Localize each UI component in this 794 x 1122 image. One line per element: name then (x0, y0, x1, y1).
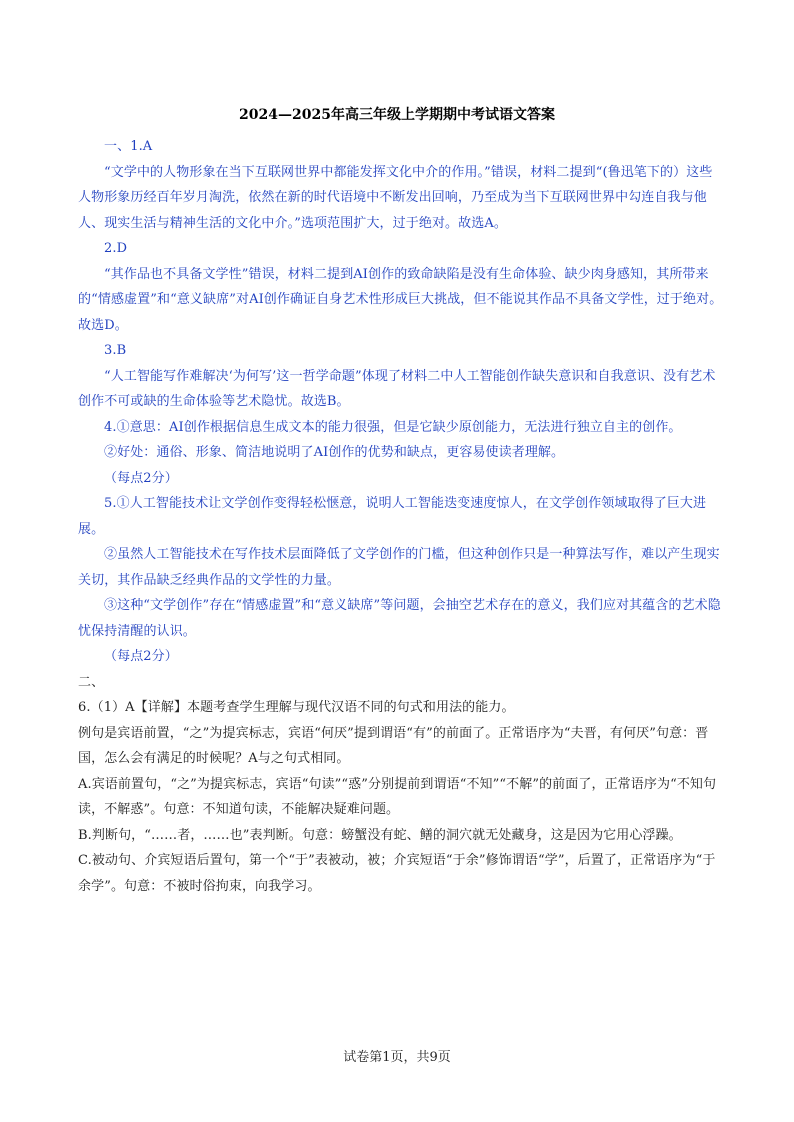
section-two-heading: 二、 (78, 674, 105, 690)
answer-4-scoring: （每点2分） (104, 470, 178, 486)
answer-6-option-b: B.判断句，“……者，……也”表判断。句意：螃蟹没有蛇、鳝的洞穴就无处藏身，这是因为它用心浮躁。 (78, 827, 682, 843)
answer-2: 2.D (104, 241, 128, 256)
answer-3: 3.B (104, 343, 127, 358)
answer-6-option-c: C.被动句、介宾短语后置句，第一个“于”表被动，被；介宾短语“于余”修饰谓语“学”，后置了，正常语序为“于余学”。句意：不被时俗拘束，向我学习。 (78, 853, 716, 894)
answer-5-point-3: ③这种“文学创作”存在“情感虚置”和“意义缺席”等问题，会抽空艺术存在的意义，我们应对其蕴含的艺术隐忧保持清醒的认识。 (78, 598, 721, 639)
section-one-answer-1: 一、1.A (104, 139, 153, 154)
answer-content (78, 134, 724, 899)
answer-5-point-1: 5.①人工智能技术让文学创作变得轻松惬意，说明人工智能迭变速度惊人，在文学创作领域取得了巨大进展。 (78, 496, 707, 537)
answer-6-example: 例句是宾语前置，“之”为提宾标志，宾语“何厌”提到谓语“有”的前面了。正常语序为“夫晋，有何厌”句意：晋国，怎么会有满足的时候呢？A与之句式相同。 (78, 725, 709, 766)
answer-4-point-2: ②好处：通俗、形象、简洁地说明了AI创作的优势和缺点，更容易使读者理解。 (104, 445, 565, 460)
answer-4-point-1: 4.①意思：AI创作根据信息生成文本的能力很强，但是它缺少原创能力，无法进行独立自主的创作。 (104, 419, 682, 435)
answer-5-scoring: （每点2分） (104, 649, 178, 664)
document-title: 2024—2025年高三年级上学期期中考试语文答案 (239, 107, 555, 123)
answer-6-1: 6.（1）A【详解】本题考查学生理解与现代汉语不同的句式和用法的能力。 (78, 700, 515, 715)
answer-2-explanation: “其作品也不具备文学性”错误，材料二提到AI创作的致命缺陷是没有生命体验、缺少肉身感知，其所带来的“情感虚置”和“意义缺席”对AI创作确证自身艺术性形成巨大挑战，但不能说其作品不具备文学性，过于绝对。故选D。 (78, 266, 723, 333)
page-footer: 试卷第1页，共9页 (343, 1050, 451, 1065)
answer-1-explanation: “文学中的人物形象在当下互联网世界中都能发挥文化中介的作用。”错误，材料二提到“(鲁迅笔下的）这些人物形象历经百年岁月淘洗，依然在新的时代语境中不断发出回响，乃至成为当下互联网世界中勾连自我与他人、现实生活与精神生活的文化中介。”选项范围扩大，过于绝对。故选A。 (78, 164, 713, 231)
answer-5-point-2: ②虽然人工智能技术在写作技术层面降低了文学创作的门槛，但这种创作只是一种算法写作，难以产生现实关切，其作品缺乏经典作品的文学性的力量。 (78, 547, 720, 588)
answer-3-explanation: “人工智能写作难解决‘为何写’这一哲学命题”体现了材料二中人工智能创作缺失意识和自我意识、没有艺术创作不可或缺的生命体验等艺术隐忧。故选B。 (78, 368, 716, 409)
answer-6-option-a: A.宾语前置句，“之”为提宾标志，宾语“句读”“惑”分别提前到谓语“不知”“不解”的前面了，正常语序为“不知句读，不解惑”。句意：不知道句读，不能解决疑难问题。 (78, 776, 717, 817)
